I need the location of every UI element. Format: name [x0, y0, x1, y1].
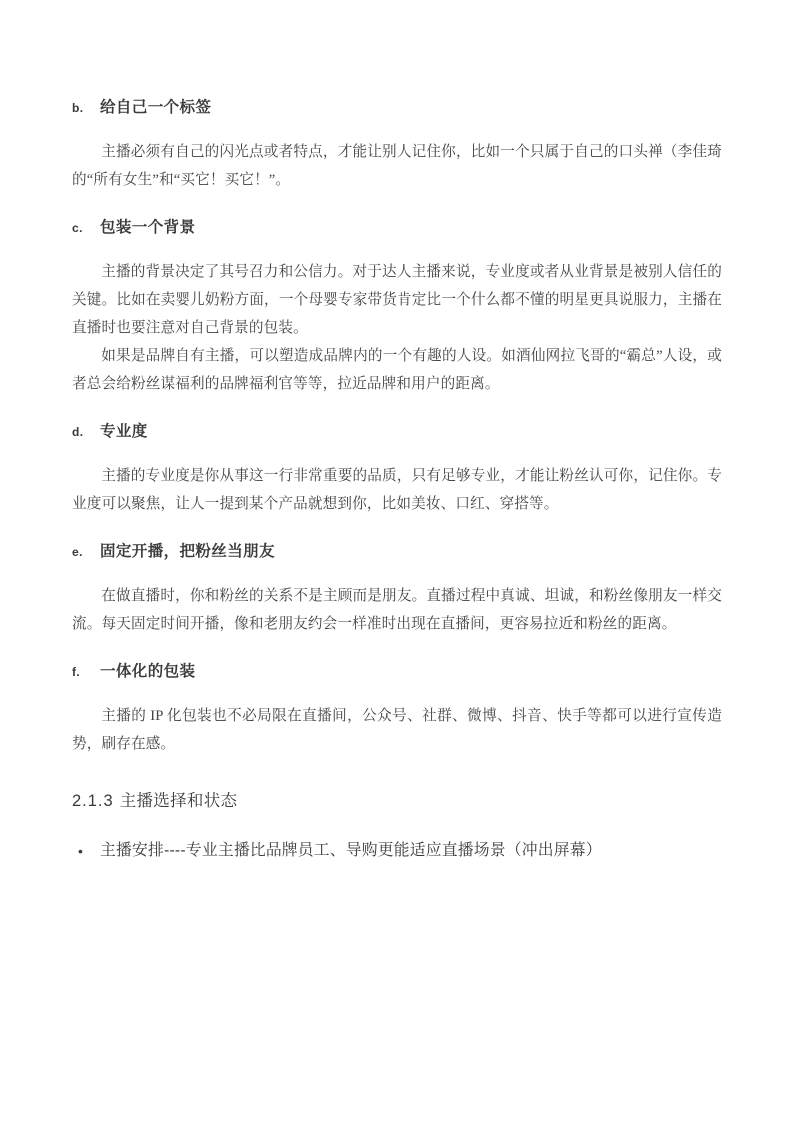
spacer — [72, 684, 722, 702]
sub-heading-d-text: 专业度 — [100, 423, 148, 440]
sub-heading-d — [72, 420, 722, 444]
paragraph-b-1: 主播必须有自己的闪光点或者特点，才能让别人记住你，比如一个只属于自己的口头禅（李佳琦的“所有女生”和“买它！买它！”。 — [72, 144, 722, 188]
list-marker-b: b. — [72, 101, 84, 115]
list-marker-e: e. — [72, 545, 83, 559]
spacer — [72, 194, 722, 216]
spacer — [72, 444, 722, 462]
sub-heading-f-text: 一体化的包装 — [100, 663, 196, 680]
section-heading-213 — [72, 788, 722, 814]
section-number: 2.1.3 — [72, 792, 114, 810]
spacer — [72, 564, 722, 582]
list-marker-f: f. — [72, 665, 81, 679]
list-marker-c: c. — [72, 221, 83, 235]
sub-heading-e-text: 固定开播，把粉丝当朋友 — [100, 543, 275, 560]
sub-heading-b-text: 给自己一个标签 — [100, 99, 212, 116]
spacer — [72, 120, 722, 138]
sub-heading-f — [72, 660, 722, 684]
sub-heading-e — [72, 540, 722, 564]
bullet-list-item-text: 主播安排----专业主播比品牌员工、导购更能适应直播场景（冲出屏幕） — [100, 842, 602, 859]
spacer — [72, 758, 722, 788]
spacer — [72, 814, 722, 838]
bullet-list-item — [72, 838, 722, 864]
paragraph-f-1: 主播的 IP 化包装也不必局限在直播间，公众号、社群、微博、抖音、快手等都可以进行宣传造势，刷存在感。 — [72, 708, 722, 752]
spacer — [72, 240, 722, 258]
spacer — [72, 638, 722, 660]
list-marker-d: d. — [72, 425, 84, 439]
spacer — [72, 518, 722, 540]
sub-heading-c — [72, 216, 722, 240]
spacer — [72, 398, 722, 420]
section-heading-text: 主播选择和状态 — [119, 792, 238, 810]
paragraph-c-1: 主播的背景决定了其号召力和公信力。对于达人主播来说，专业度或者从业背景是被别人信任的关键。比如在卖婴儿奶粉方面，一个母婴专家带货肯定比一个什么都不懂的明星更具说服力，主播在直播时也要注意对自己背景的包装。 — [72, 264, 722, 336]
sub-heading-c-text: 包装一个背景 — [100, 219, 196, 236]
document-body — [72, 96, 722, 864]
sub-heading-b — [72, 96, 722, 120]
paragraph-e-1: 在做直播时，你和粉丝的关系不是主顾而是朋友。直播过程中真诚、坦诚，和粉丝像朋友一样交流。每天固定时间开播，像和老朋友约会一样准时出现在直播间，更容易拉近和粉丝的距离。 — [72, 588, 722, 632]
paragraph-c-2: 如果是品牌自有主播，可以塑造成品牌内的一个有趣的人设。如酒仙网拉飞哥的“霸总”人设，或者总会给粉丝谋福利的品牌福利官等等，拉近品牌和用户的距离。 — [72, 348, 722, 392]
bullet-dot-icon: • — [78, 843, 84, 859]
paragraph-d-1: 主播的专业度是你从事这一行非常重要的品质，只有足够专业，才能让粉丝认可你，记住你。专业度可以聚焦，让人一提到某个产品就想到你，比如美妆、口红、穿搭等。 — [72, 468, 722, 512]
